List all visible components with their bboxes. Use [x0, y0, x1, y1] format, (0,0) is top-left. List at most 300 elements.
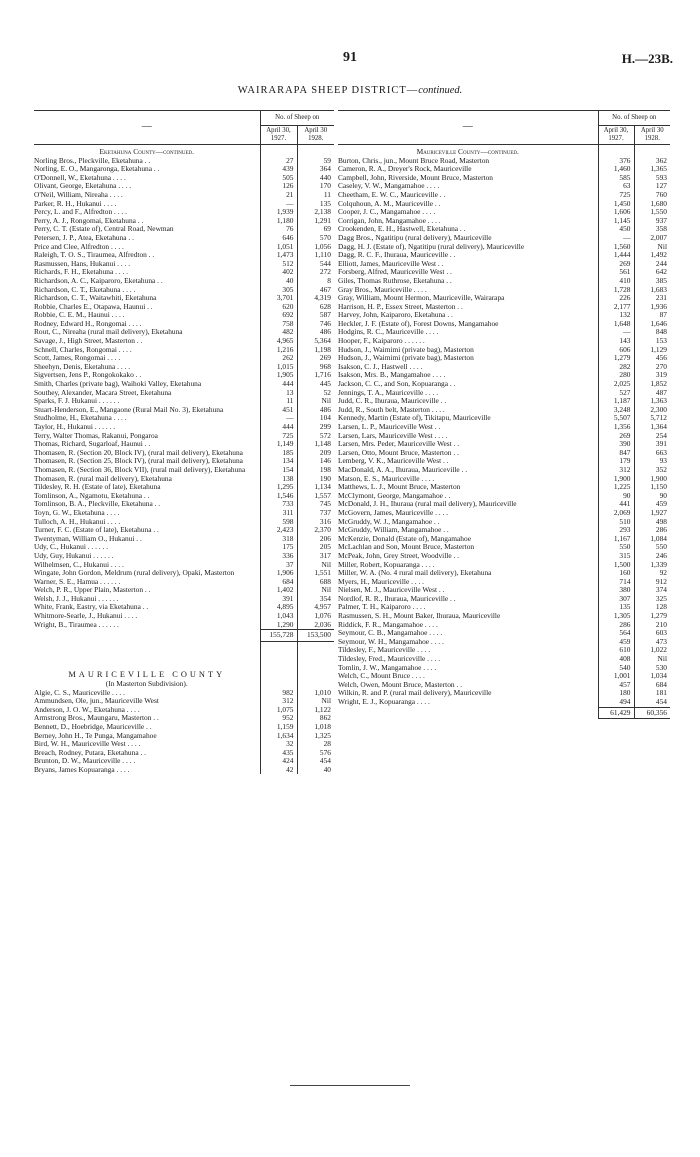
- sheep-1927: 952: [260, 714, 297, 723]
- sheep-1927: 1,450: [598, 200, 634, 209]
- page-number: 91: [343, 50, 357, 65]
- sheep-1928: 937: [634, 217, 670, 226]
- sheep-1927: 444: [260, 423, 297, 432]
- sheep-1928: 456: [634, 354, 670, 363]
- sheep-1928: 1,056: [297, 243, 334, 252]
- sheep-1927: 1,149: [260, 440, 297, 449]
- owner-name: Elliott, James, Mauriceville West . .: [338, 258, 444, 268]
- owner-name: Rasmussen, Hans, Hukanui . . . .: [34, 258, 131, 268]
- sheep-1927: 1,043: [260, 612, 297, 621]
- owner-name: Cameron, R. A., Dreyer's Rock, Mauriceville: [338, 164, 472, 174]
- sheep-1927: —: [598, 328, 634, 337]
- sheep-1928: 1,122: [297, 706, 334, 715]
- table-row: [338, 698, 670, 707]
- owner-name: Dagg, H. J. (Estate of), Ngatitipu (rural delivery), Mauriceville: [338, 241, 525, 251]
- col-1927-label-year: 1927.: [270, 135, 287, 142]
- owner-name: Myers, H., Mauriceville . . . .: [338, 576, 424, 586]
- sheep-1928: 1,900: [634, 475, 670, 484]
- sheep-1928: 1,291: [297, 217, 334, 226]
- owner-name: Wright, B., Tiraumea . . . . . .: [34, 619, 119, 629]
- owner-name: Perry, A. J., Rongomai, Eketahuna . .: [34, 215, 144, 225]
- sheep-1928: 5,364: [297, 337, 334, 346]
- owner-name: MacDonald, A. A., Ihuraua, Mauriceville . .: [338, 464, 468, 474]
- sheep-1927: 435: [260, 749, 297, 758]
- left-table-body: [34, 145, 334, 775]
- owner-name: Richardson, C. T., Eketahuna . . . .: [34, 284, 136, 294]
- owner-name: Parker, R. H., Hukanui . . . .: [34, 198, 117, 208]
- sheep-1927: 2,025: [598, 380, 634, 389]
- sheep-1928: 1,363: [634, 397, 670, 406]
- sheep-1927: 598: [260, 518, 297, 527]
- sheep-1928: 354: [297, 595, 334, 604]
- owner-name: Palmer, T. H., Kaiparoro . . . .: [338, 602, 426, 612]
- owner-name: Welch, Owen, Mount Bruce, Masterton . .: [338, 679, 462, 689]
- sheep-1928: 746: [297, 320, 334, 329]
- sheep-1928: 231: [634, 294, 670, 303]
- sheep-1927: 179: [598, 457, 634, 466]
- col-1927-header: [260, 126, 297, 145]
- sheep-1928: 11: [297, 191, 334, 200]
- sheep-1928: 52: [297, 389, 334, 398]
- sheep-1927: —: [260, 200, 297, 209]
- sheep-1928: 572: [297, 432, 334, 441]
- owner-name: McDonald, J. H., Ihuraua (rural mail delivery), Mauriceville: [338, 499, 517, 509]
- owner-name: Tomlinson, A., Ngamotu, Eketahuna . .: [34, 490, 150, 500]
- owner-name: Norling Bros., Pleckville, Eketahuna . .: [34, 155, 151, 165]
- col-1927-header: [598, 126, 634, 145]
- sheep-1928: 2,007: [634, 234, 670, 243]
- owner-name: Corrigan, John, Mangamahoe . . . .: [338, 215, 441, 225]
- blank-1927: [260, 641, 297, 680]
- owner-name: Welsh, J. J., Hukanui . . . . . .: [34, 593, 119, 603]
- owner-name: Bird, W. H., Mauriceville West . . . .: [34, 739, 141, 749]
- sheep-1927: 293: [598, 526, 634, 535]
- sheep-1927: 175: [260, 543, 297, 552]
- owner-name: Gray Bros., Mauriceville . . . .: [338, 284, 427, 294]
- sheep-1928: 459: [634, 500, 670, 509]
- owner-name: Rout, C., Nireaha (rural mail delivery), Eketahuna: [34, 327, 183, 337]
- sheep-1927: 3,248: [598, 406, 634, 415]
- sheep-1927: 610: [598, 646, 634, 655]
- sheep-1928: 205: [297, 543, 334, 552]
- sheep-1927: 160: [598, 569, 634, 578]
- sheep-count-header: No. of Sheep on: [598, 111, 670, 126]
- sheep-1927: 1,906: [260, 569, 297, 578]
- owner-name: Kennedy, Martin (Estate of), Tikitapu, Mauriceville: [338, 413, 491, 423]
- sheep-1927: 132: [598, 311, 634, 320]
- owner-name: Cheetham, E. W. C., Mauriceville . .: [338, 189, 446, 199]
- sheep-1928: 576: [297, 749, 334, 758]
- sheep-1928: 663: [634, 449, 670, 458]
- col-1928-label-date: April 30: [304, 127, 328, 134]
- sheep-1927: 692: [260, 311, 297, 320]
- sheep-1928: 1,279: [634, 612, 670, 621]
- sheep-1928: 352: [634, 466, 670, 475]
- owner-name: Thomasen, R. (Section 36, Block VII), (rural mail delivery), Eketahuna: [34, 464, 246, 474]
- sheep-1927: 76: [260, 225, 297, 234]
- owner-name: Thomasen, R. (rural mail delivery), Eketahuna: [34, 473, 172, 483]
- sheep-1928: 319: [634, 371, 670, 380]
- title-italic: continued.: [418, 85, 463, 96]
- sheep-1928: 587: [297, 311, 334, 320]
- sheep-1927: 134: [260, 457, 297, 466]
- sheep-1927: 459: [598, 638, 634, 647]
- owner-name: Norling, E. O., Mangaronga, Eketahuna . .: [34, 164, 160, 174]
- sheep-1927: 441: [598, 500, 634, 509]
- sheep-1927: 286: [598, 621, 634, 630]
- sheep-1928: 4,957: [297, 603, 334, 612]
- sheep-1928: 198: [297, 466, 334, 475]
- sheep-1927: 262: [260, 354, 297, 363]
- owner-name: Thomas, Richard, Sugarloaf, Haunui . .: [34, 439, 151, 449]
- owner-name: Southey, Alexander, Macara Street, Eketahuna: [34, 387, 172, 397]
- owner-name: Judd, C. R., Ihuraua, Mauriceville . .: [338, 396, 447, 406]
- owner-name: Rasmussen, S. H., Mount Baker, Ihuraua, Mauriceville: [338, 611, 501, 621]
- sheep-1927: 1,634: [260, 732, 297, 741]
- table-row: [34, 621, 334, 630]
- sheep-1928: 181: [634, 689, 670, 698]
- sheep-1928: 688: [297, 578, 334, 587]
- sheep-1928: 760: [634, 191, 670, 200]
- col-1928-label-year: 1928.: [308, 135, 324, 142]
- sheep-1927: 21: [260, 191, 297, 200]
- sheep-1928: 104: [297, 414, 334, 423]
- sheep-1928: 544: [297, 260, 334, 269]
- sheep-1927: 1,279: [598, 354, 634, 363]
- sheep-1928: 209: [297, 449, 334, 458]
- owner-name: Campbell, John, Riverside, Mount Bruce, Masterton: [338, 172, 493, 182]
- sheep-1928: 1,148: [297, 440, 334, 449]
- owner-name: Miller, Robert, Kopuaranga . . . .: [338, 559, 435, 569]
- sheep-1928: 737: [297, 509, 334, 518]
- sheep-1928: 1,550: [634, 208, 670, 217]
- owner-name: Tildesley, R. H. (Estate of late), Eketahuna: [34, 482, 161, 492]
- sheep-1928: 1,325: [297, 732, 334, 741]
- owner-name: Judd, R., South belt, Masterton . . . .: [338, 404, 445, 414]
- owner-name: Nielsen, M. J., Mauriceville West . .: [338, 585, 445, 595]
- sheep-1927: 424: [260, 757, 297, 766]
- sheep-1927: 725: [260, 432, 297, 441]
- sheep-1928: 28: [297, 740, 334, 749]
- footer-rule: [290, 1085, 410, 1086]
- sheep-1927: 1,606: [598, 208, 634, 217]
- sheep-1928: 246: [634, 552, 670, 561]
- owner-name: Bennett, D., Hoebridge, Mauriceville . .: [34, 721, 152, 731]
- sheep-1927: 1,500: [598, 561, 634, 570]
- sheep-1927: 620: [260, 303, 297, 312]
- total-1928: 60,356: [634, 707, 670, 719]
- owner-name: Cooper, J. C., Mangamahoe . . . .: [338, 207, 436, 217]
- sheep-1928: 272: [297, 268, 334, 277]
- sheep-1927: 37: [260, 561, 297, 570]
- sheep-1928: Nil: [634, 655, 670, 664]
- sheep-1928: 1,683: [634, 286, 670, 295]
- owner-name: Seymour, W. H., Mangamahoe . . . .: [338, 636, 444, 646]
- sheep-1927: 482: [260, 328, 297, 337]
- sheep-1927: 847: [598, 449, 634, 458]
- owner-name: Percy, L. and F., Alfredton . . . .: [34, 207, 127, 217]
- sheep-1927: 5,507: [598, 414, 634, 423]
- owner-name: Larsen, Mrs. Peder, Mauriceville West . .: [338, 439, 460, 449]
- owner-name: Jennings, T. A., Mauriceville . . . .: [338, 387, 439, 397]
- sheep-1928: 454: [297, 757, 334, 766]
- sheep-1927: 1,356: [598, 423, 634, 432]
- sheep-1928: 374: [634, 586, 670, 595]
- sheep-1927: 1,001: [598, 672, 634, 681]
- owner-name: Schnell, Charles, Rongomai . . . .: [34, 344, 132, 354]
- sheep-1927: —: [598, 234, 634, 243]
- sheep-1927: 280: [598, 371, 634, 380]
- sheep-1927: 3,701: [260, 294, 297, 303]
- col-1927-label-date: April 30,: [266, 127, 291, 134]
- owner-name: Wright, E. J., Kopuaranga . . . .: [338, 697, 430, 706]
- sheep-1928: 473: [634, 638, 670, 647]
- sheep-1927: 505: [260, 174, 297, 183]
- owner-name: Price and Clee, Alfredton . . . .: [34, 241, 124, 251]
- owner-name: Sparks, F. J. Hukanui . . . . . .: [34, 396, 120, 406]
- sheep-1927: 2,423: [260, 526, 297, 535]
- sheep-1928: 912: [634, 578, 670, 587]
- sheep-1927: 408: [598, 655, 634, 664]
- sheep-1927: 1,159: [260, 723, 297, 732]
- sheep-1928: 364: [297, 165, 334, 174]
- sheep-1928: 190: [297, 475, 334, 484]
- blank-1928: [297, 145, 334, 157]
- sheep-1927: 40: [260, 277, 297, 286]
- sheep-1928: 1,365: [634, 165, 670, 174]
- owner-name: Harvey, John, Kaiparoro, Eketahuna . .: [338, 310, 453, 320]
- sheep-1928: 486: [297, 328, 334, 337]
- col-1928-header: [297, 126, 334, 145]
- owner-name: Richardson, C. T., Waitawhiti, Eketahuna: [34, 293, 157, 303]
- sheep-1928: 1,492: [634, 251, 670, 260]
- owner-name: Dagg Bros., Ngatitipu (rural delivery), Mauriceville: [338, 232, 492, 242]
- sheep-1928: 2,138: [297, 208, 334, 217]
- sheep-1927: 63: [598, 182, 634, 191]
- sheep-1928: 1,339: [634, 561, 670, 570]
- sheep-1927: 180: [598, 689, 634, 698]
- sheep-1927: 2,069: [598, 509, 634, 518]
- sheep-1927: 138: [260, 475, 297, 484]
- total-row: [338, 707, 670, 719]
- sheep-count-header: No. of Sheep on: [260, 111, 334, 126]
- owner-name: Berney, John H., Te Punga, Mangamahoe: [34, 730, 157, 740]
- sheep-1927: 1,939: [260, 208, 297, 217]
- blank-1928: [634, 145, 670, 157]
- sheep-1928: 206: [297, 535, 334, 544]
- owner-name: McGruddy, W. J., Mangamahoe . .: [338, 516, 440, 526]
- owner-name: Hudson, J., Waimimi (private bag), Masterton: [338, 353, 474, 363]
- owner-name: Taylor, H., Hukanui . . . . . .: [34, 422, 116, 431]
- owner-name: Colquhoun, A. M., Mauriceville . .: [338, 198, 441, 208]
- owner-name: Isakson, C. J., Hastwell . . . .: [338, 361, 423, 371]
- owner-name: Robbie, C. E. M., Haunui . . . .: [34, 310, 125, 320]
- owner-name: O'Donnell, W., Eketahuna . . . .: [34, 172, 126, 182]
- sheep-1928: 391: [634, 440, 670, 449]
- owner-name: Anderson, J. O. W., Eketahuna . . . .: [34, 704, 140, 714]
- sheep-1928: 2,300: [634, 406, 670, 415]
- owner-name: White, Frank, Eastry, via Eketahuna . .: [34, 602, 149, 612]
- sheep-1928: 1,852: [634, 380, 670, 389]
- blank-1928: [297, 641, 334, 680]
- sheep-1927: 561: [598, 268, 634, 277]
- col-1927-label-year: 1927.: [608, 135, 624, 142]
- sheep-1927: 1,546: [260, 492, 297, 501]
- owner-name: Jackson, C. C., and Son, Kopuaranga . .: [338, 379, 456, 389]
- sheep-1927: 410: [598, 277, 634, 286]
- left-column: [34, 110, 334, 774]
- sheep-1928: 593: [634, 174, 670, 183]
- sheep-1928: 270: [634, 363, 670, 372]
- sheep-1927: 1,460: [598, 165, 634, 174]
- sheep-1928: 530: [634, 664, 670, 673]
- sheep-1928: 254: [634, 432, 670, 441]
- sheep-1927: 1,290: [260, 621, 297, 630]
- owner-name: Thomasen, R. (Section 20, Block IV), (rural mail delivery), Eketahuna: [34, 447, 243, 457]
- sheep-1928: 1,150: [634, 483, 670, 492]
- title-main: WAIRARAPA SHEEP DISTRICT—: [237, 85, 419, 96]
- sheep-1928: Nil: [297, 397, 334, 406]
- table-row: [34, 766, 334, 775]
- sheep-1928: 628: [297, 303, 334, 312]
- col-1927-label-date: April 30,: [603, 127, 629, 134]
- owner-name: Matthews, L. J., Mount Bruce, Masterton: [338, 482, 461, 492]
- section-heading: [338, 145, 670, 157]
- owner-name: Stuart-Henderson, E., Mangaone (Rural Mail No. 3), Eketahuna: [34, 404, 224, 414]
- sheep-1928: 1,110: [297, 251, 334, 260]
- owner-name: Ammundsen, Ole, jun., Mauriceville West: [34, 696, 159, 706]
- owner-name: Rodney, Edward H., Rongomai . . . .: [34, 318, 142, 328]
- sheep-1928: 170: [297, 182, 334, 191]
- owner-name: McLachlan and Son, Mount Bruce, Masterton: [338, 542, 475, 552]
- sheep-1928: 487: [634, 389, 670, 398]
- sheep-1927: 185: [260, 449, 297, 458]
- name-column-header: —: [462, 121, 473, 133]
- sheep-1927: 564: [598, 629, 634, 638]
- sheep-1928: 92: [634, 569, 670, 578]
- page-title: [0, 85, 700, 96]
- sheep-1927: 1,180: [260, 217, 297, 226]
- owner-name: Sigvertsen, Jens P., Rongokokako . .: [34, 370, 142, 380]
- sheep-1927: 1,015: [260, 363, 297, 372]
- sheep-1928: 93: [634, 457, 670, 466]
- sheep-1927: 269: [598, 260, 634, 269]
- owner-name: Wilkin, R. and P. (rural mail delivery), Mauriceville: [338, 688, 492, 698]
- name-column-header: —: [141, 121, 152, 133]
- sheep-1927: 11: [260, 397, 297, 406]
- sheep-1927: 1,225: [598, 483, 634, 492]
- owner-name: Wingate, John Gordon, Meldrum (rural delivery), Opaki, Masterton: [34, 568, 235, 578]
- sheep-1928: 1,076: [297, 612, 334, 621]
- owner-name: Tomlinson, B. A., Pleckville, Eketahuna . .: [34, 499, 161, 509]
- sheep-1928: Nil: [297, 697, 334, 706]
- sheep-1928: 146: [297, 457, 334, 466]
- owner-name: Hodgins, R. C., Mauriceville . . . .: [338, 327, 439, 337]
- blank-1927: [260, 145, 297, 157]
- sheep-1927: 1,444: [598, 251, 634, 260]
- owner-name: Tildesley, Fred., Mauriceville . . . .: [338, 654, 441, 664]
- sheep-1927: 1,473: [260, 251, 297, 260]
- sheep-1928: 90: [634, 492, 670, 501]
- owner-name: Savage, J., High Street, Masterton . .: [34, 336, 143, 346]
- sheep-1928: 968: [297, 363, 334, 372]
- owner-name: Forsberg, Alfred, Mauriceville West . .: [338, 267, 452, 277]
- owner-name: Raleigh, T. O. S., Tiraumea, Alfredton . .: [34, 250, 155, 260]
- sheep-1927: 226: [598, 294, 634, 303]
- owner-name: McGovern, James, Mauriceville . . . .: [338, 507, 449, 517]
- sheep-1927: 1,728: [598, 286, 634, 295]
- sheep-1927: 390: [598, 440, 634, 449]
- owner-name: McKenzie, Donald (Estate of), Mangamahoe: [338, 533, 471, 543]
- owner-name: Bryans, James Kopuaranga . . . .: [34, 764, 130, 774]
- owner-name: Wilhelmsen, C., Hukanui . . . .: [34, 559, 124, 569]
- sheep-1927: 733: [260, 500, 297, 509]
- sheep-1928: 1,034: [634, 672, 670, 681]
- sheep-1927: 318: [260, 535, 297, 544]
- sheep-1927: 4,965: [260, 337, 297, 346]
- total-label: [34, 630, 260, 642]
- sheep-1928: 2,370: [297, 526, 334, 535]
- owner-name: Riddick, F. R., Mangamahoe . . . .: [338, 619, 438, 629]
- sheep-1928: 1,716: [297, 371, 334, 380]
- sheep-1927: 143: [598, 337, 634, 346]
- right-column: [338, 110, 670, 719]
- sheep-1928: Nil: [634, 243, 670, 252]
- sheep-1928: 1,198: [297, 346, 334, 355]
- sheep-1927: 13: [260, 389, 297, 398]
- total-row: [34, 630, 334, 642]
- sheep-1928: 286: [634, 526, 670, 535]
- sheep-1928: 1,927: [634, 509, 670, 518]
- sheep-1927: 1,900: [598, 475, 634, 484]
- sheep-1928: 8: [297, 277, 334, 286]
- owner-name: Larsen, L. P., Mauriceville West . .: [338, 422, 441, 431]
- sheep-1927: 1,402: [260, 586, 297, 595]
- owner-name: Heckler, J. F. (Estate of), Forest Downs, Mangamahoe: [338, 318, 499, 328]
- sheep-1928: 445: [297, 380, 334, 389]
- owner-name: Nordlof, R. R., Ihuraua, Mauriceville . .: [338, 593, 456, 603]
- sheep-1928: 486: [297, 406, 334, 415]
- owner-name: Tulloch, A. H., Hukanui . . . .: [34, 516, 121, 526]
- owner-name: Lemberg, V. K., Mauriceville West . .: [338, 456, 449, 466]
- sheep-1928: 1,018: [297, 723, 334, 732]
- col-1928-header: [634, 126, 670, 145]
- sheep-1927: 376: [598, 157, 634, 166]
- owner-name: Turner, F. C. (Estate of late), Eketahuna . .: [34, 525, 159, 535]
- total-1928: 153,500: [297, 630, 334, 642]
- sheep-1927: 457: [598, 681, 634, 690]
- sheep-1927: 126: [260, 182, 297, 191]
- sheep-1927: 1,905: [260, 371, 297, 380]
- owner-name: Terry, Walter Thomas, Rakanui, Pongaroa: [34, 430, 158, 440]
- sheep-1928: 40: [297, 766, 334, 775]
- right-table: [338, 110, 670, 719]
- sheep-1928: 454: [634, 698, 670, 707]
- owner-name: Warner, S. E., Hamua . . . . . .: [34, 576, 121, 586]
- owner-name: Harrison, H. P., Essex Street, Masterton . .: [338, 301, 463, 311]
- owner-name: Dagg, R. C. F., Ihuraua, Mauriceville . .: [338, 250, 456, 260]
- owner-name: Robbie, Charles E., Otapawa, Haunui . .: [34, 301, 153, 311]
- sheep-1927: 282: [598, 363, 634, 372]
- left-table: [34, 110, 334, 774]
- sheep-1927: 380: [598, 586, 634, 595]
- sheep-1927: 90: [598, 492, 634, 501]
- owner-name: Armstrong Bros., Maungaru, Masterton . .: [34, 713, 159, 723]
- col-1928-label-date: April 30: [640, 127, 664, 134]
- blank-1927: [598, 145, 634, 157]
- owner-name: Scott, James, Rongomai . . . .: [34, 353, 121, 363]
- section-heading-text: Mauriceville County—continued.: [416, 147, 519, 156]
